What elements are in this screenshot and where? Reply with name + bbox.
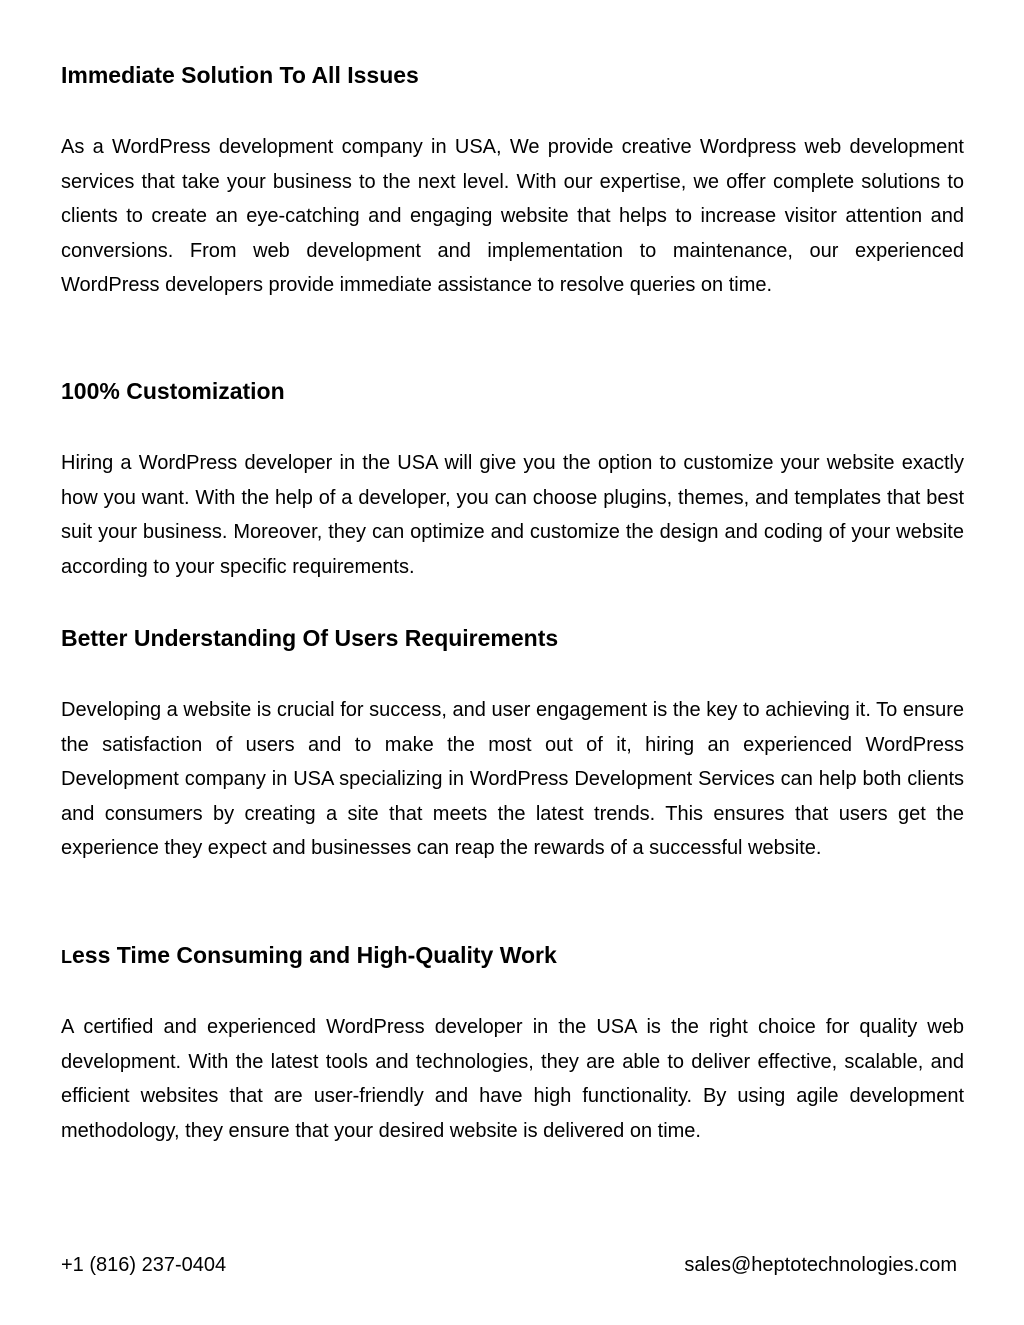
footer-phone[interactable]: +1 (816) 237-0404 bbox=[61, 1254, 227, 1276]
section-heading-less-time bbox=[61, 940, 557, 972]
section-heading-immediate-solution: Immediate Solution To All Issues bbox=[61, 62, 419, 88]
section-body-less-time: A certified and experienced WordPress developer in the USA is the right choice for quality web development. With the latest tools and technologies, they are able to deliver effective, scalable, and efficient websites that are user-friendly and have high functionality. By using agile development methodology, they ensure that your desired website is delivered on time. bbox=[61, 1016, 964, 1142]
section-heading-less-time-first-letter: L bbox=[61, 947, 72, 967]
section-body-users-requirements: Developing a website is crucial for success, and user engagement is the key to achieving it. To ensure the satisfaction of users and to make the most out of it, hiring an experienced WordPress Development company in USA specializing in WordPress Development Services can help both clients and consumers by creating a site that meets the latest trends. This ensures that users get the experience they expect and businesses can reap the rewards of a successful website. bbox=[61, 699, 964, 860]
section-body-customization: Hiring a WordPress developer in the USA will give you the option to customize your website exactly how you want. With the help of a developer, you can choose plugins, themes, and templates that best suit your business. Moreover, they can optimize and customize the design and coding of your website according to your specific requirements. bbox=[61, 452, 964, 578]
section-heading-customization: 100% Customization bbox=[61, 378, 285, 404]
footer-email[interactable]: sales@heptotechnologies.com bbox=[684, 1254, 957, 1276]
section-heading-less-time-rest: ess Time Consuming and High-Quality Work bbox=[72, 942, 557, 968]
section-heading-users-requirements: Better Understanding Of Users Requirements bbox=[61, 625, 559, 651]
section-body-immediate-solution: As a WordPress development company in USA, We provide creative Wordpress web development services that take your business to the next level. With our expertise, we offer complete solutions to clients to create an eye-catching and engaging website that helps to increase visitor attention and conversions. From web development and implementation to maintenance, our experienced WordPress developers provide immediate assistance to resolve queries on time. bbox=[61, 136, 964, 297]
